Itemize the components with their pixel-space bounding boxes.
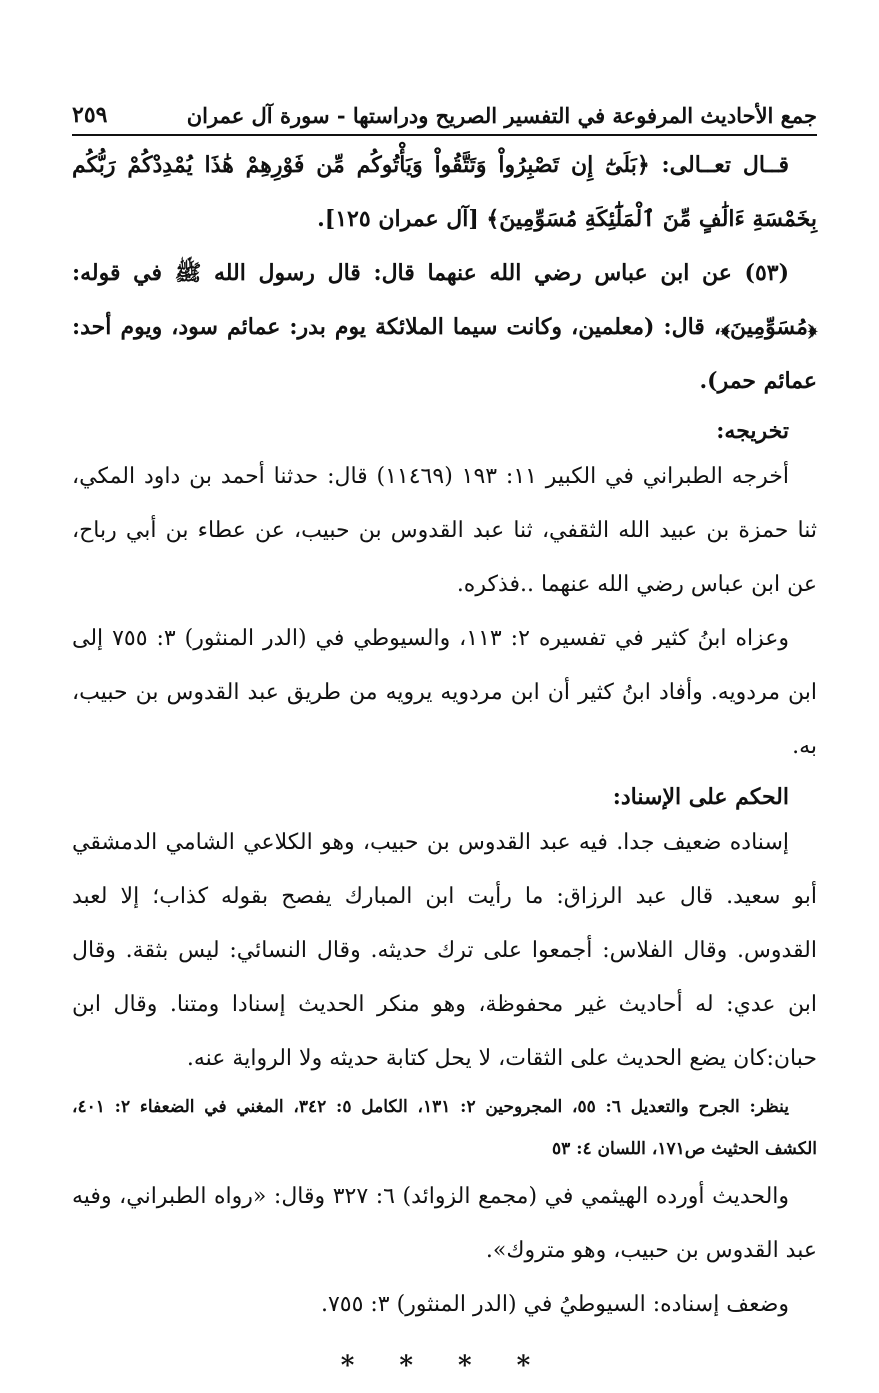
running-header <box>72 94 817 136</box>
quran-verse: قــال تعــالى: ﴿بَلَىٰٓ إِن تَصْبِرُواْ وَتَتَّقُواْ وَيَأْتُوكُم مِّن فَوْرِهِمْ هَٰذَا يُمْدِدْكُمْ رَبُّكُم بِخَمْسَةِ ءَالَٰفٍ مِّنَ ٱلْمَلَٰٓئِكَةِ مُسَوِّمِينَ﴾ [آل عمران ١٢٥]. <box>72 152 817 232</box>
page-body <box>72 138 817 1386</box>
takhrij-heading: تخريجه: <box>716 418 789 444</box>
hadith-text: (٥٣) عن ابن عباس رضي الله عنهما قال: قال رسول الله ﷺ في قوله: ﴿مُسَوِّمِينَ﴾، قال: (معلمين، وكانت سيما الملائكة يوم بدر: عمائم سود، ويوم أحد: عمائم حمر). <box>72 260 817 394</box>
header-title: جمع الأحاديث المرفوعة في التفسير الصريح ودراستها - سورة آل عمران <box>186 103 817 128</box>
takhrij-paragraph-2: وعزاه ابنُ كثير في تفسيره ٢: ١١٣، والسيوطي في (الدر المنثور) ٣: ٧٥٥ إلى ابن مردويه. وأفاد ابنُ كثير أن ابن مردويه يرويه من طريق عبد القدوس بن حبيب، به. <box>72 626 817 759</box>
takhrij-paragraph-1: أخرجه الطبراني في الكبير ١١: ١٩٣ (١١٤٦٩) قال: حدثنا أحمد بن داود المكي، ثنا حمزة بن عبيد الله الثقفي، ثنا عبد القدوس بن حبيب، عن عطاء بن أبي رباح، عن ابن عباس رضي الله عنهما ..فذكره. <box>72 464 817 597</box>
page-number: ٢٥٩ <box>72 102 108 128</box>
isnad-paragraph-2: والحديث أورده الهيثمي في (مجمع الزوائد) ٦: ٣٢٧ وقال: «رواه الطبراني، وفيه عبد القدوس بن حبيب، وهو متروك». <box>72 1184 817 1263</box>
isnad-heading: الحكم على الإسناد: <box>612 784 789 810</box>
section-separator: * * * * <box>340 1351 549 1381</box>
isnad-paragraph-1: إسناده ضعيف جدا. فيه عبد القدوس بن حبيب، وهو الكلاعي الشامي الدمشقي أبو سعيد. قال عبد الرزاق: ما رأيت ابن المبارك يفصح بقوله كذاب؛ إلا لعبد القدوس. وقال الفلاس: أجمعوا على ترك حديثه. وقال النسائي: ليس بثقة. وقال ابن عدي: له أحاديث غير محفوظة، وهو منكر الحديث إسنادا ومتنا. وقال ابن حبان:كان يضع الحديث على الثقات، لا يحل كتابة حديثه ولا الرواية عنه. <box>72 830 818 1071</box>
references-note: ينظر: الجرح والتعديل ٦: ٥٥، المجروحين ٢: ١٣١، الكامل ٥: ٣٤٢، المغني في الضعفاء ٢: ٤٠١، الكشف الحثيث ص١٧١، اللسان ٤: ٥٣ <box>72 1097 817 1159</box>
isnad-paragraph-3: وضعف إسناده: السيوطيُ في (الدر المنثور) ٣: ٧٥٥. <box>320 1292 789 1317</box>
